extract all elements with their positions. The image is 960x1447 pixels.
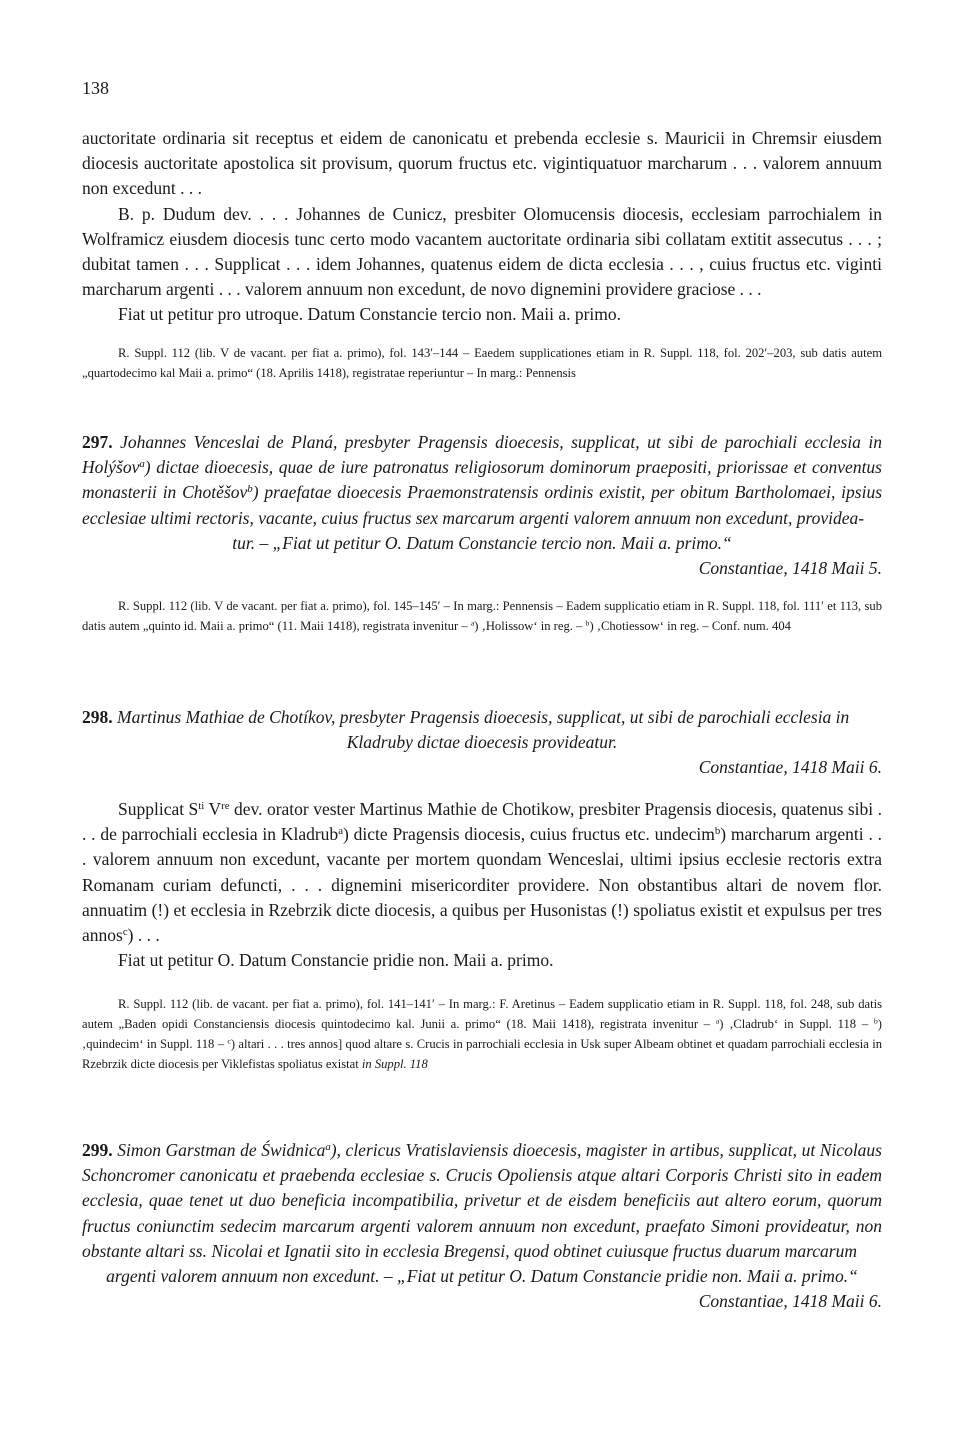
- entry-number: 298.: [82, 707, 113, 727]
- entry-299-summary-tail: argenti valorem annuum non excedunt. – „Fiat ut petitur O. Datum Constancie pridie non. Maii a. primo.“: [106, 1266, 858, 1287]
- entry-297-regest: [82, 430, 882, 581]
- entry-298-note: [82, 994, 882, 1074]
- intro-note: [82, 343, 882, 383]
- entry-298-text: [82, 797, 882, 973]
- intro-paragraph-1: auctoritate ordinaria sit receptus et eidem de canonicatu et prebenda ecclesie s. Mauricii in Chremsir eiusdem diocesis auctoritate apostolica sit provisum, quorum fructus etc. vigintiquatuor marcharum . . . valorem annuum non excedunt . . .: [82, 128, 882, 199]
- page-number: 138: [82, 78, 109, 98]
- entry-298-date: Constantiae, 1418 Maii 6.: [698, 757, 882, 778]
- entry-297-date: Constantiae, 1418 Maii 5.: [698, 558, 882, 579]
- entry-299-summary: 299. Simon Garstman de Świdnica$^a$), clericus Vratislaviensis dioecesis, magister in artibus, supplicat, ut Nicolaus Schoncromer canonicatu et praebenda ecclesiae s. Crucis Opoliensis atque altari Corporis Christi sito in eadem ecclesia, quae tenet ut duo beneficia incompatibilia, privetur et de eisdem beneficiis aut altero eorum, quorum fructus coniunctim sedecim marcarum argenti valorem annuum non excedunt, praefato Simoni provideatur, non obstante altari ss. Nicolai et Ignatii sito in ecclesia Bregensi, quod obtinet cuiusque fructus duarum marcarum: [82, 1140, 882, 1261]
- entry-298-fiat: Fiat ut petitur O. Datum Constancie pridie non. Maii a. primo.: [118, 950, 554, 971]
- intro-text: [82, 126, 882, 328]
- entry-297-note: [82, 596, 882, 636]
- entry-299-regest: [82, 1138, 882, 1314]
- entry-297-note-text: R. Suppl. 112 (lib. V de vacant. per fiat a. primo), fol. 145–145′ – In marg.: Pennensis – Eadem supplicatio etiam in R. Suppl. 118, fol. 111′ et 113, sub datis autem „quinto id. Maii a. primo“ (11. Maii 1418), registrata invenitur – $^a$) ‚Holissow‘ in reg. – $^b$) ‚Chotiessow‘ in reg. – Conf. num. 404: [82, 599, 882, 633]
- entry-298-note-text: R. Suppl. 112 (lib. de vacant. per fiat a. primo), fol. 141–141′ – In marg.: F. Aretinus – Eadem supplicatio etiam in R. Suppl. 118, fol. 248, sub datis autem „Baden opidi Constanciensis diocesis quintodecimo kal. Junii a. primo“ (18. Maii 1418), registrata invenitur – $^a$) ‚Cladrub‘ in Suppl. 118 – $^b$) ‚quindecim‘ in Suppl. 118 – $^c$) altari . . . tres annos] quod altare s. Crucis in parrochiali ecclesia in Usk super Albeam obtinet et quadam parrochiali ecclesia in Rzebrzik dicte diocesis per Viklefistas spoliatus existat in Suppl. 118: [82, 997, 883, 1071]
- entry-298-supplication: Supplicat $S^{ti}$ Vre dev. orator vester Martinus Mathie de Chotikow, presbiter Pragensis diocesis, quatenus sibi . . . de parrochiali ecclesia in Kladrub$^a$) dicte Pragensis diocesis, cuius fructus etc. undecim$^b$) marcharum argenti . . . valorem annuum non excedunt, vacante per mortem quondam Wenceslai, ultimi ipsius ecclesie rectoris extra Romanam curiam defuncti, . . . dignemini misericorditer providere. Non obstantibus altari de novem flor. annuatim (!) et ecclesia in Rzebrzik dicte diocesis, a quibus per Husonistas (!) spoliatus existit et expulsus per tres annos$^c$) . . .: [82, 799, 883, 946]
- entry-298-summary: 298. Martinus Mathiae de Chotíkov, presbyter Pragensis dioecesis, supplicat, ut sibi de parochiali ecclesia in: [82, 707, 850, 727]
- entry-298-regest: [82, 705, 882, 781]
- entry-297-summary-tail: tur. – „Fiat ut petitur O. Datum Constancie tercio non. Maii a. primo.“: [232, 532, 732, 553]
- intro-paragraph-3: Fiat ut petitur pro utroque. Datum Constancie tercio non. Maii a. primo.: [118, 304, 622, 325]
- intro-paragraph-2: B. p. Dudum dev. . . . Johannes de Cunicz, presbiter Olomucensis diocesis, ecclesiam parrochialem in Wolframicz eiusdem diocesis tunc certo modo vacantem auctoritate ordinaria sibi collatam extitit assecutus . . . ; dubitat tamen . . . Supplicat . . . idem Johannes, quatenus eidem de dicta ecclesia . . . , cuius fructus etc. viginti marcharum argenti . . . valorem annuum non excedunt, de novo dignemini providere graciose . . .: [82, 203, 882, 300]
- entry-299-date: Constantiae, 1418 Maii 6.: [698, 1291, 882, 1312]
- entry-298-summary-tail: Kladruby dictae dioecesis provideatur.: [346, 732, 618, 753]
- entry-number: 297.: [82, 432, 113, 452]
- entry-297-summary: 297. Johannes Venceslai de Planá, presbyter Pragensis dioecesis, supplicat, ut sibi de parochiali ecclesia in Holýšov$^a$) dictae dioecesis, quae de iure patronatus religiosorum dominorum praepositi, priorissae et conventus monasterii in Chotěšov$^b$) praefatae dioecesis Praemonstratensis ordinis existit, per obitum Bartholomaei, ipsius ecclesiae ultimi rectoris, vacante, cuius fructus sex marcarum argenti valorem annuum non excedunt, providea-: [82, 432, 883, 528]
- entry-number: 299.: [82, 1140, 113, 1160]
- intro-note-text: R. Suppl. 112 (lib. V de vacant. per fiat a. primo), fol. 143′–144 – Eaedem supplicationes etiam in R. Suppl. 118, fol. 202′–203, sub datis autem „quartodecimo kal Maii a. primo“ (18. Aprilis 1418), registratae reperiuntur – In marg.: Pennensis: [82, 346, 882, 380]
